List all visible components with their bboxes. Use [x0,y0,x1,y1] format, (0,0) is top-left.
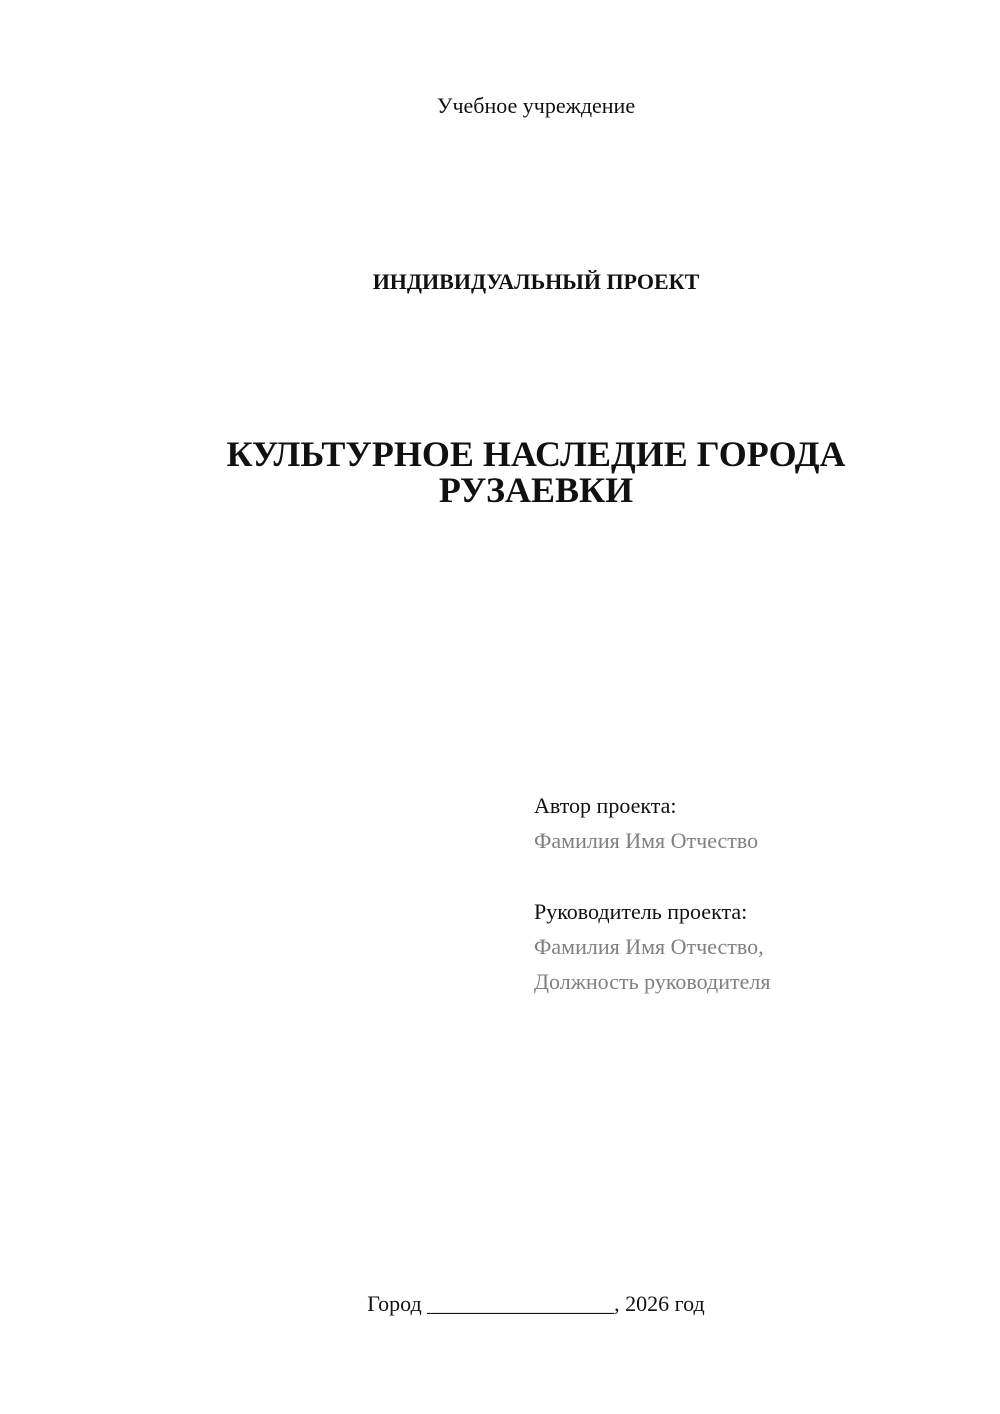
supervisor-position: Должность руководителя [534,969,771,994]
city-year-line: Город _________________, 2026 год [367,1291,705,1316]
institution-name: Учебное учреждение [436,93,636,118]
author-label: Автор проекта: [534,793,677,818]
spacer [534,858,770,894]
people-block [534,788,770,999]
supervisor-name: Фамилия Имя Отчество, [534,934,764,959]
document-type: ИНДИВИДУАЛЬНЫЙ ПРОЕКТ [372,269,700,294]
project-title-line-1: КУЛЬТУРНОЕ НАСЛЕДИЕ ГОРОДА [226,434,846,474]
supervisor-label: Руководитель проекта: [534,899,748,924]
project-title [0,436,1000,508]
project-title-line-2: РУЗАЕВКИ [438,470,634,510]
author-name: Фамилия Имя Отчество [534,828,759,853]
